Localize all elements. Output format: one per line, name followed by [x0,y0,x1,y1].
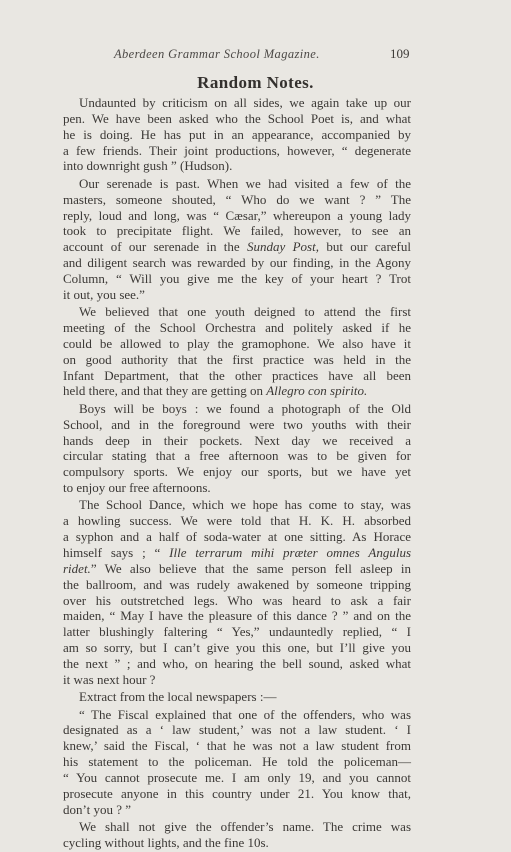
text-run: latter blushingly faltering “ Yes,” undauntedly replied, “ I [63,624,411,640]
text-run: the ballroom, and was rudely awakened by someone tripping [63,576,411,592]
text-line [63,464,411,480]
text-run: Infant Department, that the other practices have all been [63,367,411,383]
paragraph [63,176,411,303]
paragraph [63,689,411,705]
text-line [63,336,411,352]
paragraph [63,95,411,174]
page-number: 109 [390,46,410,61]
text-run: the next ” ; and who, on hearing the bell sound, asked what [63,655,411,671]
text-line [63,640,411,656]
text-line [63,158,411,174]
text-line [63,497,411,513]
paragraph [63,304,411,399]
text-line [63,127,411,143]
text-run: into downright gush ” (Hudson). [63,158,233,174]
text-run: pen. We have been asked who the School Poet is, and what [63,110,411,126]
text-line [63,593,411,609]
text-run: on good authority that the first practice was held in the [63,351,411,367]
text-line [63,192,411,208]
text-line [63,819,411,835]
paragraph [63,819,411,851]
text-line [63,770,411,786]
text-run: to enjoy our free afternoons. [63,480,211,496]
text-run: Undaunted by criticism on all sides, we again take up our [79,95,411,110]
text-line [63,722,411,738]
text-run: but our careful [318,239,411,255]
text-line [63,689,411,705]
running-title: Aberdeen Grammar School Magazine. [114,47,320,61]
text-line [63,656,411,672]
text-line [63,672,411,688]
text-run: it out, you see.” [63,286,145,302]
running-header [0,46,511,62]
text-run: meeting of the School Orchestra and politely asked if he [63,320,411,335]
text-run: ” We also believe that the same person fell asleep in [90,560,411,576]
text-run: took to precipitate flight. We failed, however, to see an [63,223,411,239]
text-run: am so sorry, but I can’t give you this one, but I’ll give you [63,640,411,656]
text-run: Our serenade is past. When we had visited a few of the [79,175,411,191]
text-run: We shall not give the offender’s name. The crime was [79,819,411,835]
paragraph [63,497,411,687]
text-run: designated as a ‘ law student,’ was not a law student. ‘ I [63,722,411,738]
text-line [63,545,411,561]
text-run: held there, and that they are getting on [63,383,267,399]
text-line [63,433,411,449]
text-run: it was next hour ? [63,671,156,687]
article-title: Random Notes. [197,73,314,92]
italic-text: Ille terrarum mihi præter omnes Angulus [169,545,411,560]
text-run: a syphon and a half of soda-water at one sitting. As Horace [63,529,411,545]
text-line [63,111,411,127]
text-run: Column, “ Will you give me the key of your heart ? Trot [63,270,411,286]
text-line [63,480,411,496]
text-line [63,707,411,723]
text-run: could be allowed to play the gramophone. We also have it [63,335,411,351]
text-line [63,401,411,417]
text-line [63,239,411,255]
text-run: “ The Fiscal explained that one of the offenders, who was [79,706,411,722]
italic-text: ridet. [63,560,91,576]
text-run: maiden, “ May I have the pleasure of this dance ? ” and on the [63,608,411,624]
text-line [63,368,411,384]
article-body [63,95,411,851]
text-run: a howling success. We were told that H. K. H. absorbed [63,513,411,529]
text-run: knew,’ said the Fiscal, ‘ that he was not a law student from [63,738,411,754]
text-run: don’t you ? ” [63,801,131,817]
text-run: Boys will be boys : we found a photograph of the Old [79,400,411,416]
text-run: compulsory sports. We enjoy our sports, but we have yet [63,464,411,480]
paragraph [63,707,411,818]
text-run: prosecute anyone in this country under 21. You know that, [63,785,411,801]
text-run: The School Dance, which we hope has come to stay, was [79,497,411,513]
text-line [63,624,411,640]
text-line [63,738,411,754]
text-line [63,608,411,624]
text-run: School, and in the foreground were two youths with their [63,416,411,432]
text-run: “ You cannot prosecute me. I am only 19, and you cannot [63,770,411,785]
text-run: cycling without lights, and the fine 10s. [63,834,269,850]
text-line [63,271,411,287]
text-run: his statement to the policeman. He told the policeman— [63,754,411,770]
text-line [63,754,411,770]
text-run: masters, someone shouted, “ Who do we want ? ” The [63,191,411,207]
text-run: We believed that one youth deigned to attend the first [79,304,411,320]
text-line [63,223,411,239]
text-run: and diligent search was rewarded by our finding, in the Agony [63,255,411,271]
text-line [63,786,411,802]
text-line [63,143,411,159]
text-line [63,176,411,192]
text-line [63,208,411,224]
text-line [63,513,411,529]
text-line [63,320,411,336]
text-run: himself says ; “ [63,545,170,560]
text-line [63,417,411,433]
text-line [63,577,411,593]
italic-text: Sunday Post, [247,239,319,255]
paragraph [63,401,411,496]
text-run: circular stating that a free afternoon was to be given for [63,448,411,464]
text-run: reply, loud and long, was “ Cæsar,” whereupon a young lady [63,207,411,223]
text-line [63,95,411,111]
text-line [63,383,411,399]
text-line [63,255,411,271]
text-line [63,802,411,818]
text-run: Extract from the local newspapers :— [79,689,277,705]
text-line [63,304,411,320]
text-run: a few friends. Their joint productions, however, “ degenerate [63,142,411,158]
text-line [63,835,411,851]
italic-text: Allegro con spirito. [266,383,368,399]
text-line [63,529,411,545]
text-run: he is doing. He has put in an appearance, accompanied by [63,126,411,142]
text-line [63,561,411,577]
text-line [63,287,411,303]
text-line [63,448,411,464]
text-run: account of our serenade in the [63,239,248,255]
text-run: hands deep in their pockets. Next day we received a [63,432,411,448]
text-run: over his outstretched legs. Who was heard to ask a fair [63,592,411,608]
text-line [63,352,411,368]
